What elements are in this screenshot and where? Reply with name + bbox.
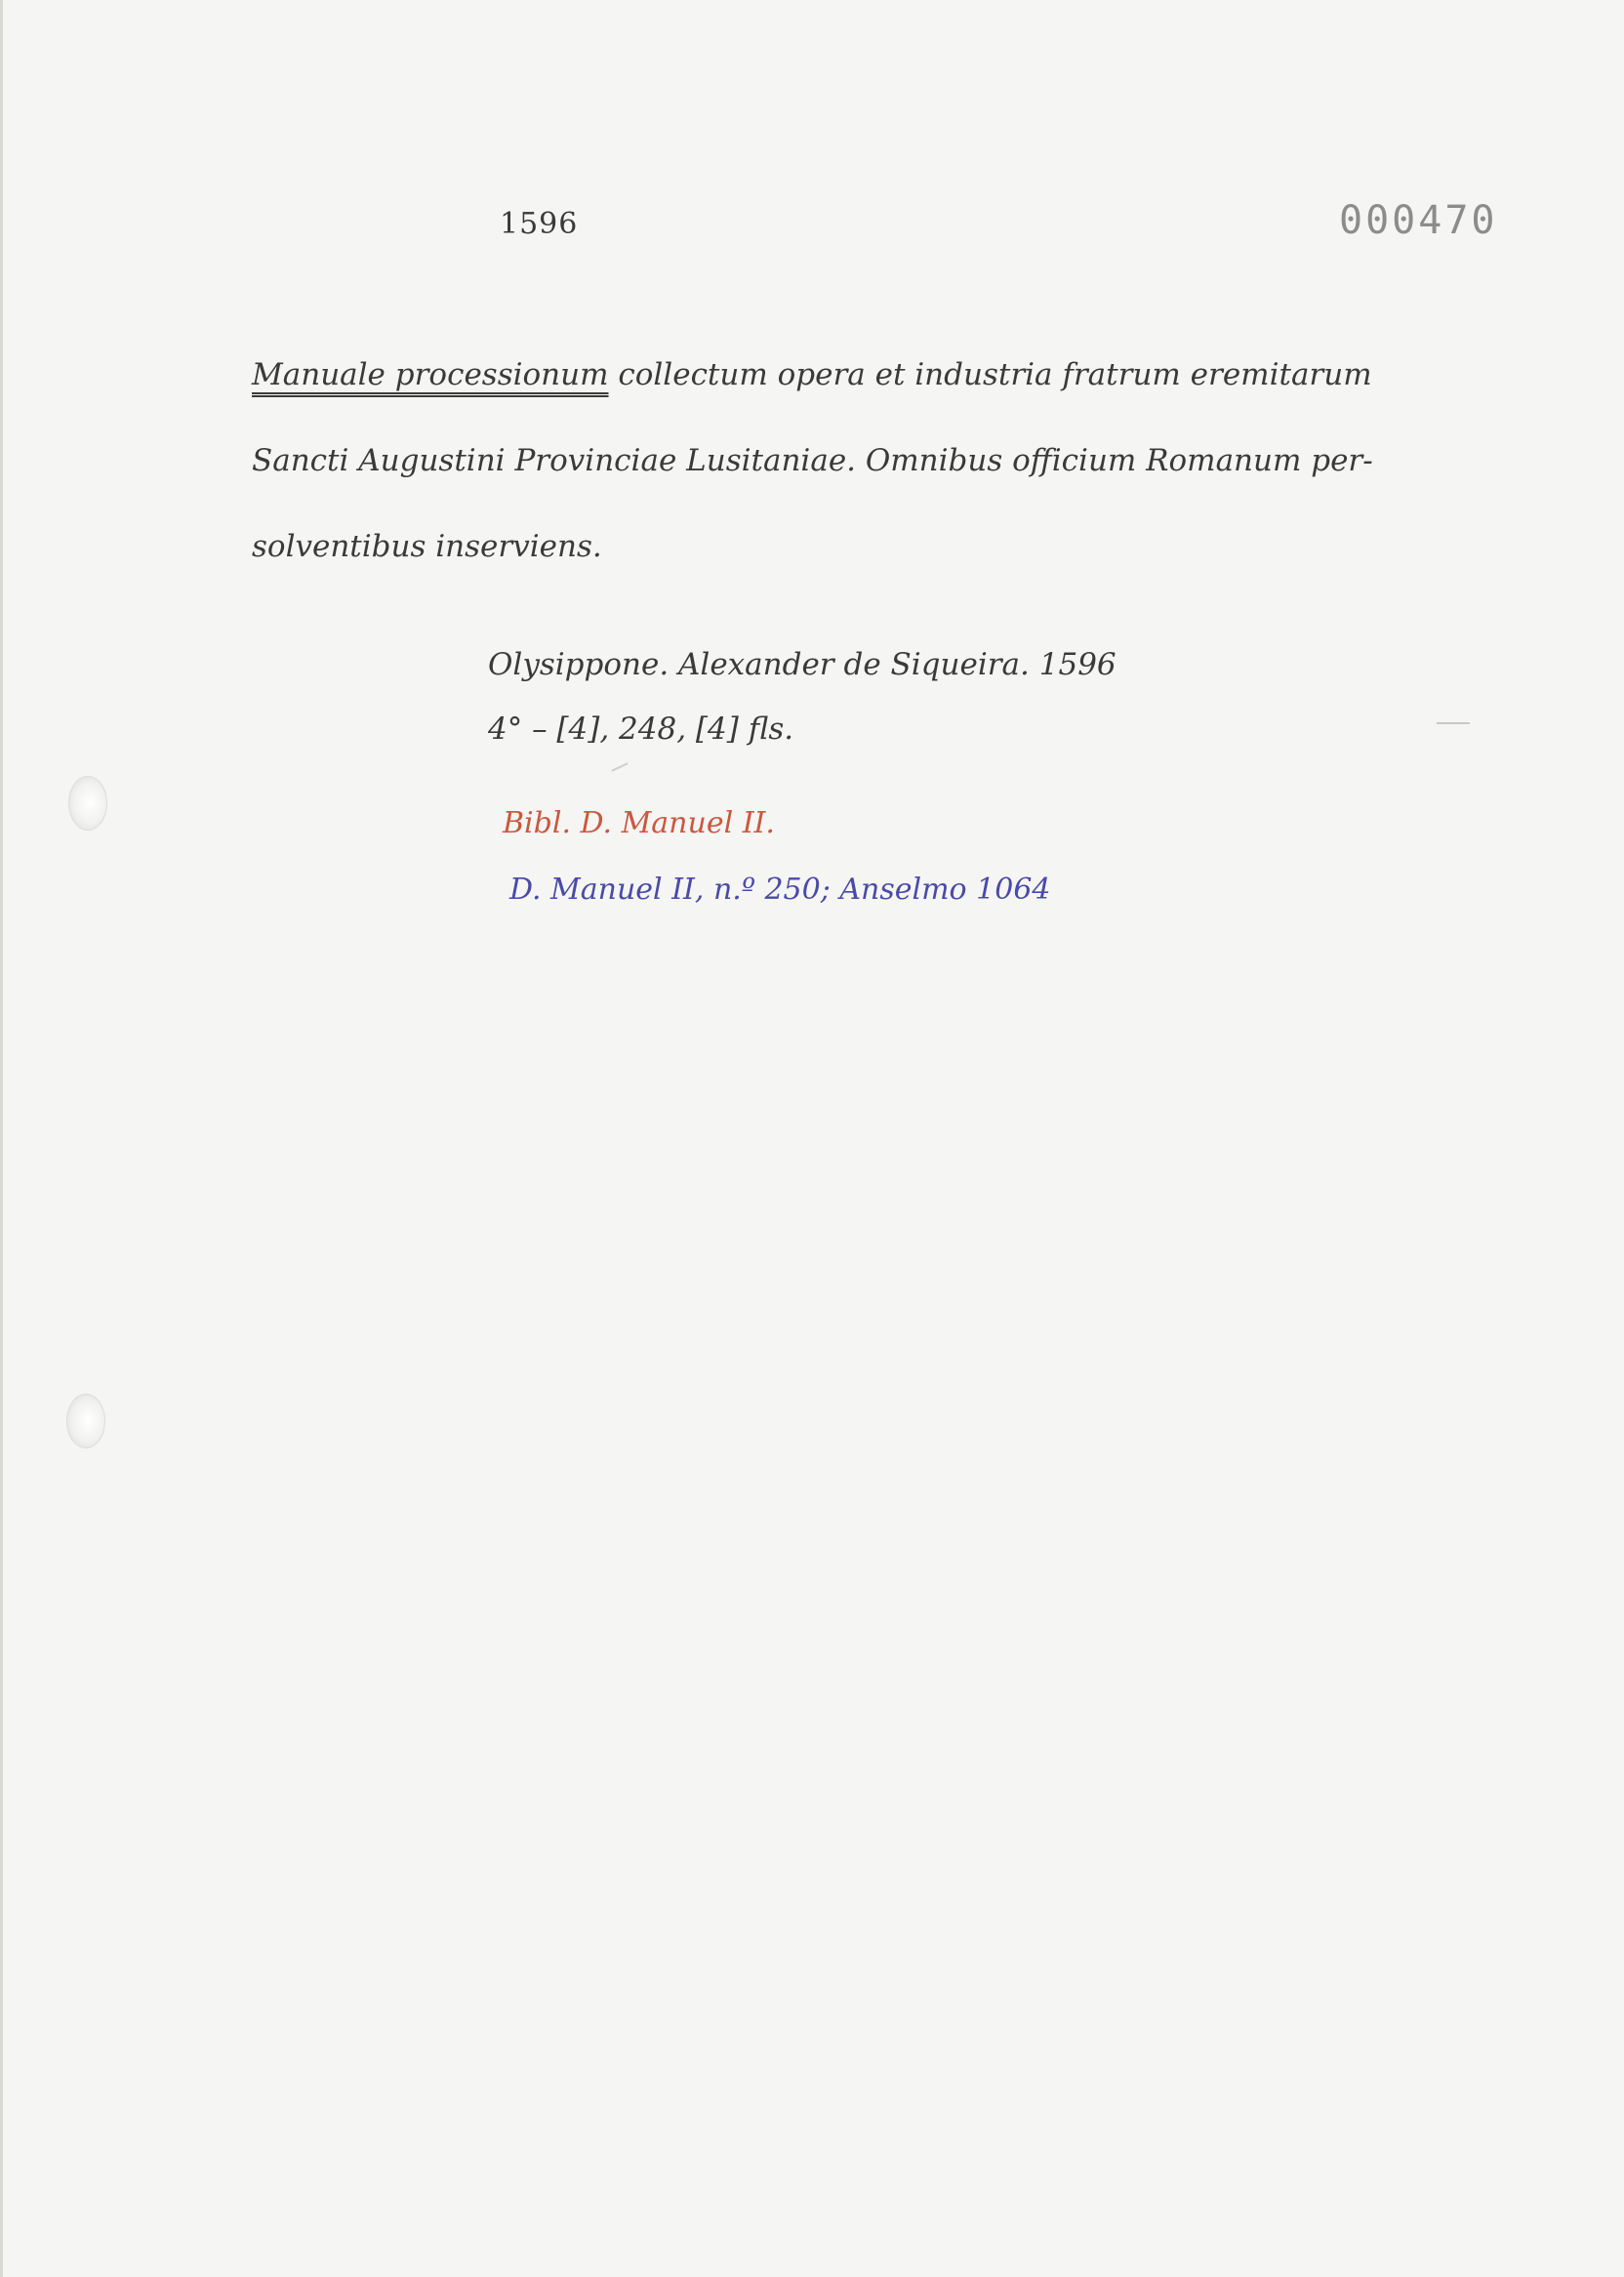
title-line-1 [252,332,1472,418]
page-edge [0,0,3,2277]
title-underlined: Manuale processionum [252,357,609,392]
title-block [252,332,1472,590]
stray-pencil-mark-2 [611,762,628,771]
stray-pencil-mark [1437,722,1470,724]
punch-hole-lower [66,1394,105,1448]
title-line-3: solventibus inserviens. [252,529,602,564]
imprint-collation: 4° – [4], 248, [4] fls. [488,712,794,747]
imprint-place-printer-date: Olysippone. Alexander de Siqueira. 1596 [488,647,1116,682]
library-note: Bibl. D. Manuel II. [503,806,775,840]
reference-note: D. Manuel II, n.º 250; Anselmo 1064 [509,873,1051,907]
imprint-block [488,632,1116,761]
title-line-1-rest: collectum opera et industria fratrum eremitarum [608,357,1372,392]
record-number-stamp: 000470 [1339,198,1498,243]
title-line-2: Sancti Augustini Provinciae Lusitaniae. Omnibus officium Romanum per- [252,443,1373,478]
publication-year: 1596 [500,207,579,241]
punch-hole-upper [68,776,107,831]
